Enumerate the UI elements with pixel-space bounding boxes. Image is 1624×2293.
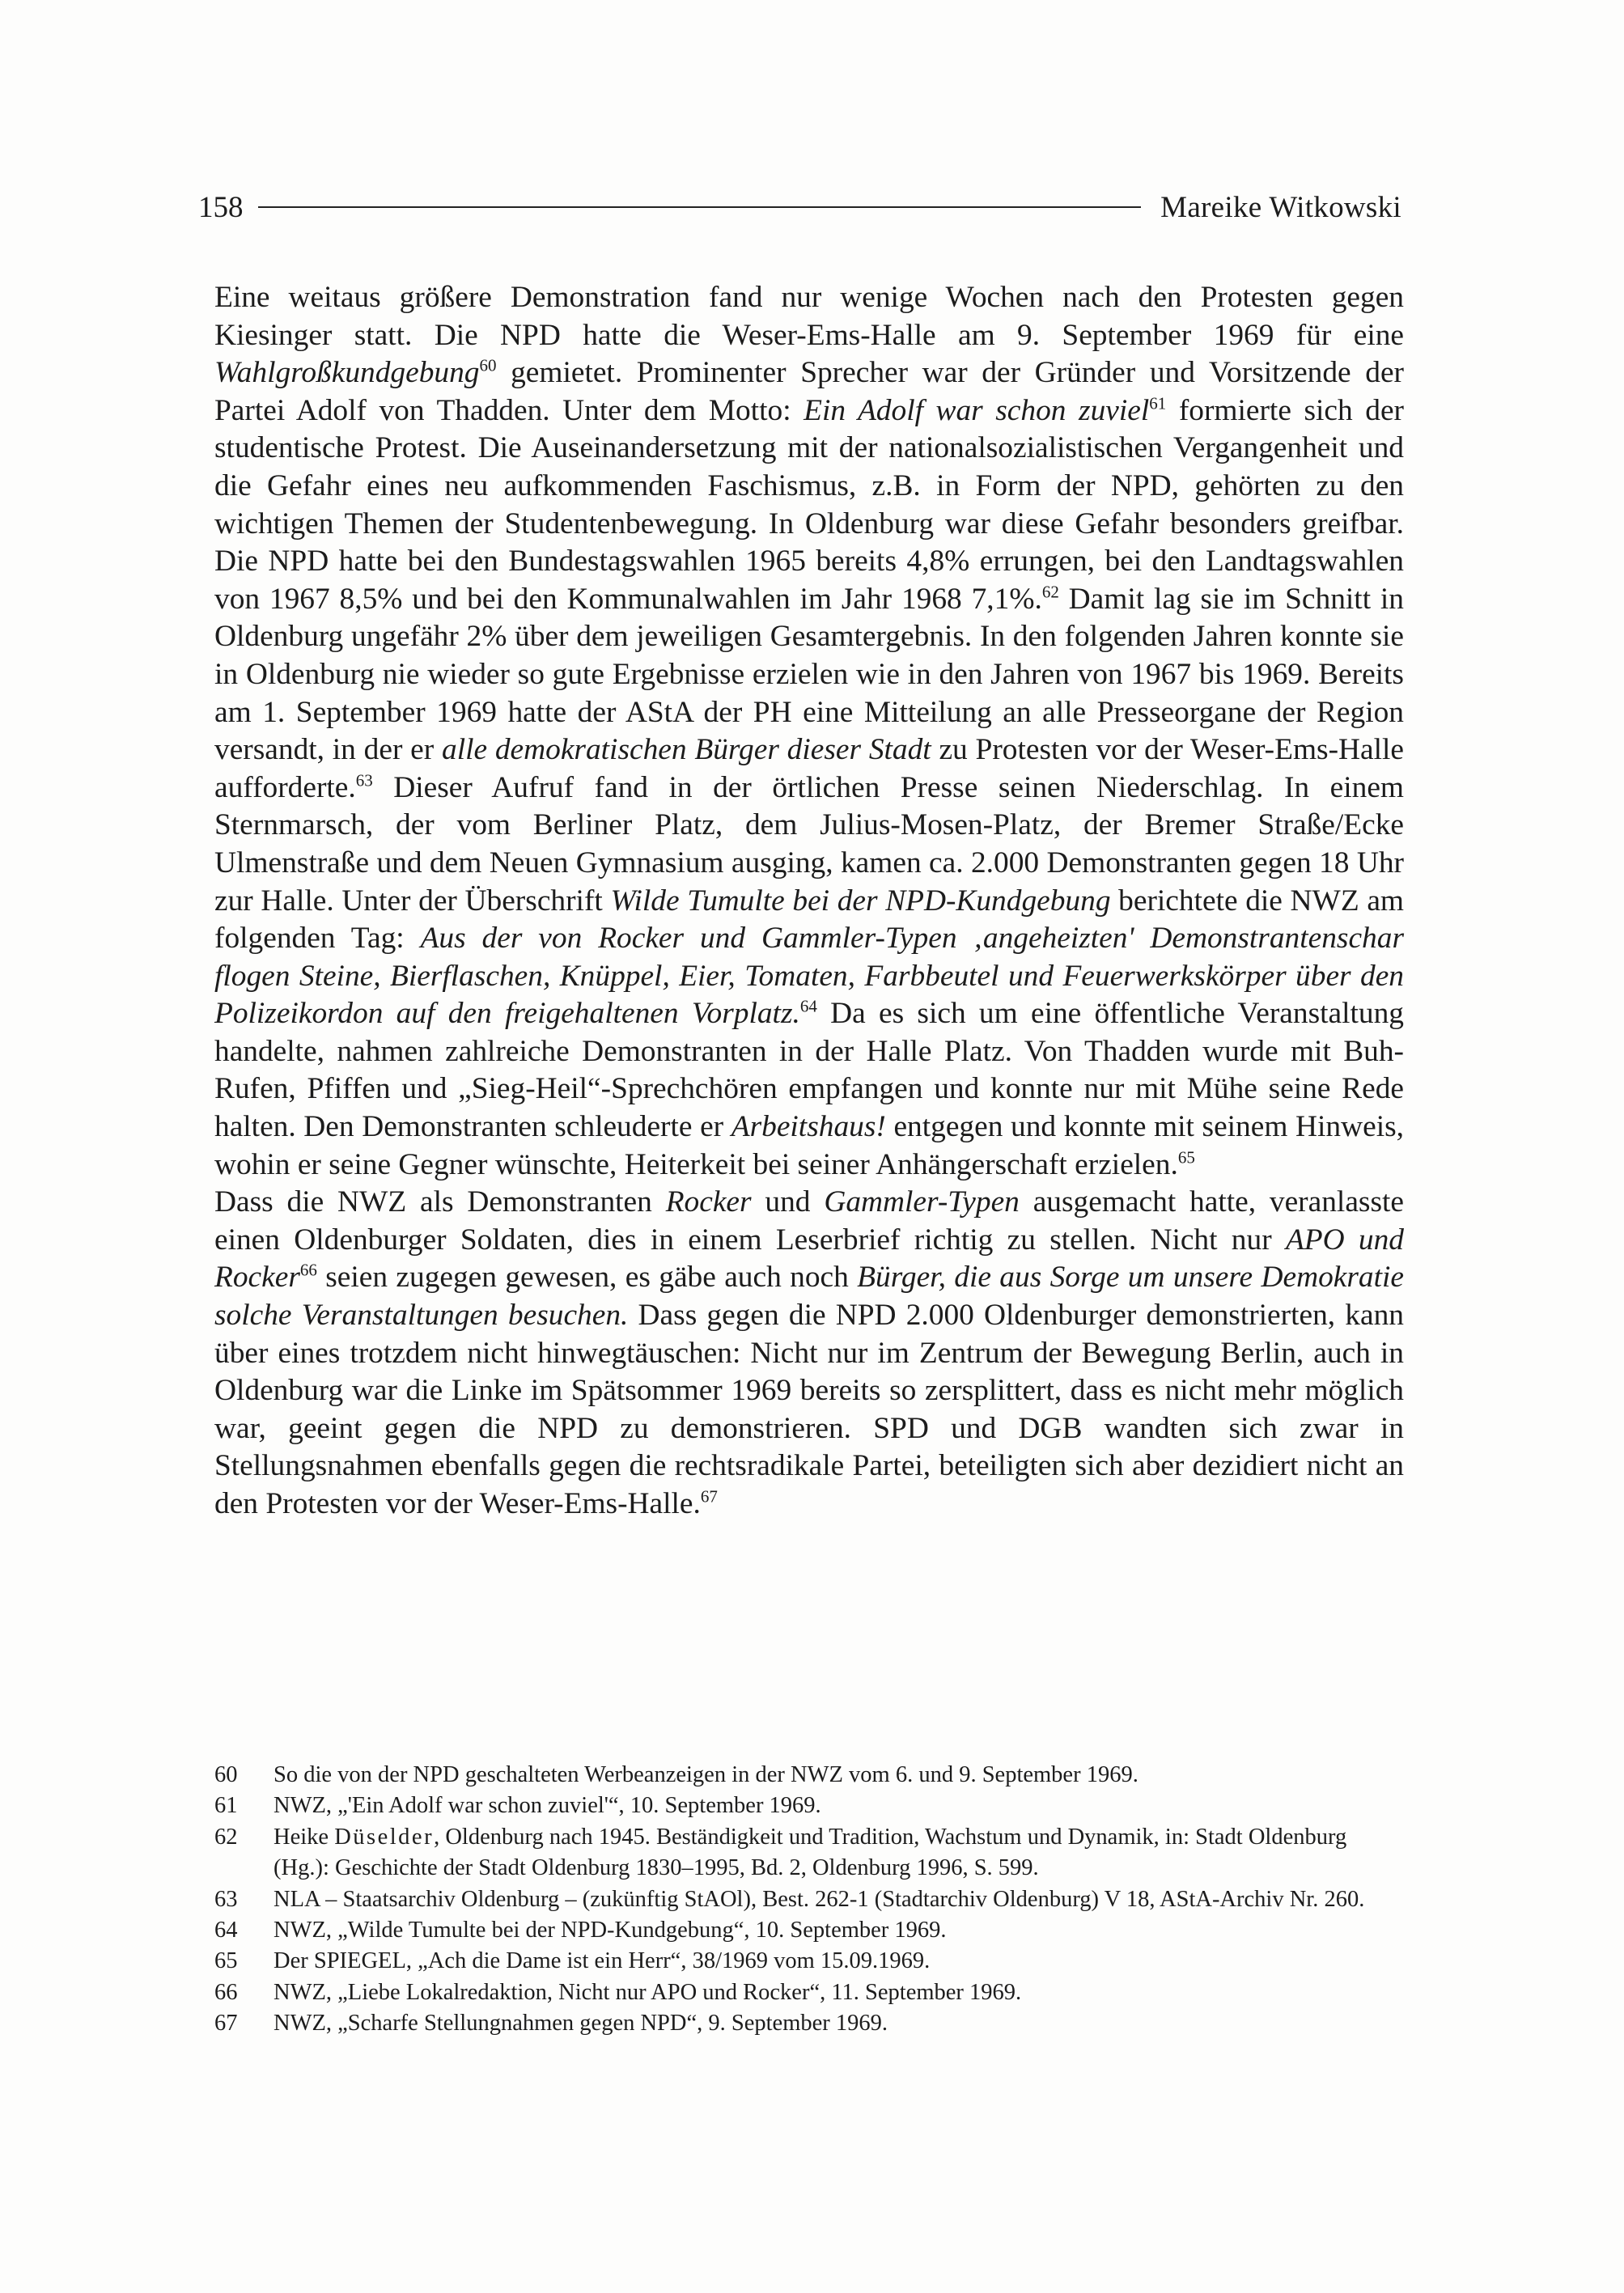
footnote-number: 64	[214, 1918, 238, 1943]
footnote-ref-67[interactable]: 67	[700, 1486, 718, 1507]
footnote-67	[214, 2008, 1404, 2039]
footnote-ref-66[interactable]: 66	[299, 1260, 317, 1280]
footnote-text: NWZ, „Scharfe Stellungnahmen gegen NPD“, 9. September 1969.	[273, 2011, 888, 2037]
text-run: Da es sich um eine öffentliche Veranstaltung handelte, nahmen zahlreiche Demonstranten in der Halle Platz. Von Thadden wurde mit Buh-Rufen, Pfiffen und „Sieg-Heil“-Sprechchören empfangen und konnte nur mit Mühe seine Rede halten. Den Demonstranten schleuderte er	[214, 997, 1404, 1144]
italic-quote: Aus der von Rocker und Gammler-Typen ‚angeheizten' Demonstrantenschar flogen Steine, Bierflaschen, Knüppel, Eier, Tomaten, Farbbeutel und Feuerwerkskörper über den Polizeikordon auf den freigehaltenen Vorplatz.	[214, 922, 1405, 1031]
footnote-66	[214, 1977, 1404, 2008]
footnote-64	[214, 1915, 1404, 1946]
text-run: berichtete die NWZ am folgenden Tag:	[214, 884, 1404, 956]
footnote-number: 63	[214, 1886, 238, 1912]
footnote-text: NWZ, „Wilde Tumulte bei der NPD-Kundgebung“, 10. September 1969.	[273, 1918, 947, 1943]
text-run: Dass gegen die NPD 2.000 Oldenburger demonstrierten, kann über eines trotzdem nicht hinwegtäuschen: Nicht nur im Zentrum der Bewegung Berlin, auch in Oldenburg war die Linke im Spätsommer 1969 bereits so zersplittert, dass es nicht mehr möglich war, geeint gegen die NPD zu demonstrieren. SPD und DGB wandten sich zwar in Stellungsnahmen ebenfalls gegen die rechtsradikale Partei, beteiligten sich aber dezidiert nicht an den Protesten vor der Weser-Ems-Halle.	[214, 1299, 1404, 1520]
footnote-number: 65	[214, 1948, 238, 1974]
footnote-number: 61	[214, 1793, 238, 1819]
header-rule	[258, 206, 1142, 208]
footnote-text: Der SPIEGEL, „Ach die Dame ist ein Herr“, 38/1969 vom 15.09.1969.	[273, 1948, 931, 1974]
footnote-text: NWZ, „'Ein Adolf war schon zuviel'“, 10. September 1969.	[273, 1793, 821, 1819]
footnote-number: 66	[214, 1979, 238, 2005]
footnote-65	[214, 1946, 1404, 1977]
italic-run: Ein Adolf war schon zuviel	[804, 393, 1150, 427]
footnote-63	[214, 1884, 1404, 1915]
italic-run: Rocker	[665, 1185, 752, 1219]
text-run: seien zugegen gewesen, es gäbe auch noch	[316, 1261, 858, 1295]
text-run: und	[751, 1185, 825, 1219]
paragraph-1	[214, 279, 1404, 1184]
footnote-citation: , Oldenburg nach 1945. Beständigkeit und Tradition, Wachstum und Dynamik, in: Stadt Oldenburg (Hg.): Geschichte der Stadt Oldenburg 1830–1995, Bd. 2, Oldenburg 1996, S. 599.	[273, 1824, 1347, 1881]
footnote-ref-61[interactable]: 61	[1149, 393, 1167, 413]
footnote-ref-64[interactable]: 64	[799, 996, 817, 1016]
footnote-61	[214, 1791, 1404, 1821]
footnote-ref-63[interactable]: 63	[355, 770, 373, 790]
main-text	[214, 279, 1404, 1524]
italic-run: Arbeitshaus!	[731, 1110, 886, 1144]
footnote-ref-62[interactable]: 62	[1041, 582, 1059, 602]
footnote-number: 67	[214, 2011, 238, 2037]
footnotes	[214, 1760, 1404, 2040]
text-run: Dass die NWZ als Demonstranten	[214, 1185, 666, 1219]
text-run: Dieser Aufruf fand in der örtlichen Presse seinen Niederschlag. In einem Sternmarsch, der vom Berliner Platz, dem Julius-Mosen-Platz, der Bremer Straße/Ecke Ulmenstraße und dem Neuen Gymnasium ausging, kamen ca. 2.000 Demonstranten gegen 18 Uhr zur Halle. Unter der Überschrift	[214, 770, 1404, 918]
footnote-ref-60[interactable]: 60	[479, 355, 497, 375]
footnote-number: 60	[214, 1762, 238, 1787]
paragraph-2	[214, 1184, 1404, 1523]
running-author: Mareike Witkowski	[1160, 190, 1401, 224]
italic-run: APO und Rocker	[214, 1223, 1404, 1295]
text-run: Damit lag sie im Schnitt in Oldenburg ungefähr 2% über dem jeweiligen Gesamtergebnis. In den folgenden Jahren konnte sie in Oldenburg nie wieder so gute Ergebnisse erzielen wie in den Jahren von 1967 bis 1969. Bereits am 1. September 1969 hatte der AStA der PH eine Mitteilung an alle Presseorgane der Region versandt, in der er	[214, 582, 1404, 767]
text-run: gemietet. Prominenter Sprecher war der Gründer und Vorsitzende der Partei Adolf von Thadden. Unter dem Motto:	[214, 356, 1404, 427]
footnote-text	[273, 1822, 1404, 1884]
footnote-number: 62	[214, 1824, 238, 1850]
italic-quote: Bürger, die aus Sorge um unsere Demokratie solche Veranstaltungen besuchen.	[214, 1261, 1404, 1333]
footnote-62	[214, 1822, 1404, 1884]
footnote-text: NWZ, „Liebe Lokalredaktion, Nicht nur APO und Rocker“, 11. September 1969.	[273, 1979, 1022, 2005]
running-header	[198, 183, 1401, 231]
italic-run: Wahlgroßkundgebung	[214, 356, 480, 390]
text-run: Eine weitaus größere Demonstration fand nur wenige Wochen nach den Protesten gegen Kiesinger statt. Die NPD hatte die Weser-Ems-Halle am 9. September 1969 für eine	[214, 281, 1404, 352]
italic-run: alle demokratischen Bürger dieser Stadt	[442, 733, 931, 767]
footnote-ref-65[interactable]: 65	[1177, 1147, 1195, 1168]
text-run: formierte sich der studentische Protest. Die Auseinandersetzung mit der nationalsozialistischen Vergangenheit und die Gefahr eines neu aufkommenden Faschismus, z.B. in Form der NPD, gehörten zu den wichtigen Themen der Studentenbewegung. In Oldenburg war diese Gefahr besonders greifbar. Die NPD hatte bei den Bundestagswahlen 1965 bereits 4,8% errungen, bei den Landtagswahlen von 1967 8,5% und bei den Kommunalwahlen im Jahr 1968 7,1%.	[214, 393, 1405, 616]
italic-run: Wilde Tumulte bei der NPD-Kundgebung	[610, 884, 1111, 918]
text-run: zu Protesten vor der Weser-Ems-Halle aufforderte.	[214, 733, 1405, 804]
text-run: entgegen und konnte mit seinem Hinweis, wohin er seine Gegner wünschte, Heiterkeit bei seiner Anhängerschaft erzielen.	[214, 1110, 1404, 1181]
page-number: 158	[198, 190, 244, 224]
footnote-author-first: Heike	[273, 1824, 335, 1850]
italic-run: Gammler-Typen	[824, 1185, 1020, 1219]
footnote-text: So die von der NPD geschalteten Werbeanzeigen in der NWZ vom 6. und 9. September 1969.	[273, 1762, 1138, 1787]
footnote-text: NLA – Staatsarchiv Oldenburg – (zukünftig StAOl), Best. 262-1 (Stadtarchiv Oldenburg) V 18, AStA-Archiv Nr. 260.	[273, 1886, 1365, 1912]
footnote-author-surname: Düselder	[334, 1824, 435, 1850]
text-run: ausgemacht hatte, veranlasste einen Oldenburger Soldaten, dies in einem Leserbrief richtig zu stellen. Nicht nur	[214, 1185, 1404, 1257]
footnote-60	[214, 1760, 1404, 1791]
